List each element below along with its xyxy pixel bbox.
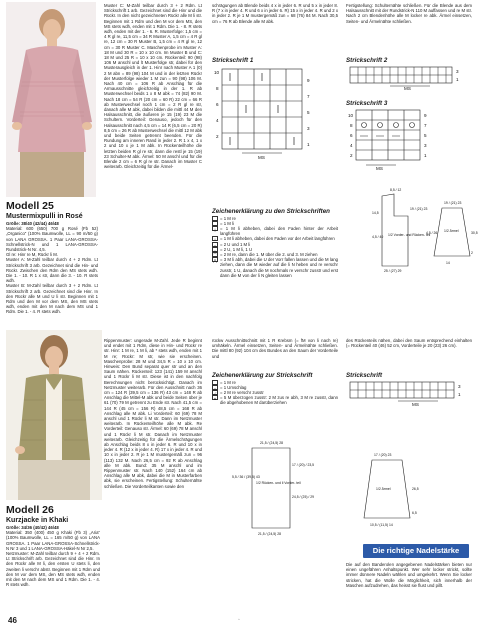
model-25-subtitle: Mustermixpulli in Rosé: [6, 213, 83, 220]
s3-row-9: 9: [424, 112, 427, 118]
strickschrift-2-title: Strickschrift 2: [346, 57, 388, 64]
s3-row-6: 6: [350, 132, 353, 138]
legend-1-item: ⌒ = 2 M re, dann die 1. M über die 2. und 3. M ziehen: [213, 251, 318, 258]
legend-1-item: ǀ = 1 M li abheben, dabei den Faden vor der Arbeit langführen: [212, 236, 338, 241]
s1-row-2: 2: [216, 133, 219, 139]
purl-stitch-icon: –: [213, 221, 217, 227]
schem2-back-right2: 24,5 / (25) / 29: [292, 495, 315, 499]
model-26-title: Modell 26: [6, 504, 54, 516]
legend-1-item: | = 1 M li abheben, dabei den Faden hinter der Arbeit langführen: [212, 226, 338, 236]
model-26-pattern: Netzmuster: M-Zahl teilbar durch 9 + 4 + 2 Rdm. Lt Strickschrift arb. Gezeichnet sind die Hinr. In den Rückr alle M li, den ersten U stets li, den zweiten li verschr abstr. Beginnen mit 1 Rdm und den M vor dem MS, den MS stets wdh, enden mit den M nach dem MS und 1 Rdm. Die 1. - 4. R stets wdh.: [6, 551, 100, 588]
s1-row-4: 4: [216, 117, 219, 123]
instructions-col2-top: [104, 3, 202, 170]
model-25-stitch-gl: Gl re: Hinr re M, Rückr li M.: [6, 252, 59, 258]
strickschrift-3: [346, 100, 472, 180]
col4-top-text: Fertigstellung: Schulternähte schließen. Für die Blende aus dem Halsausschnitt mit der Rundstrick-N 110 M auffassen und re M str. Nach 2 cm Blendenhöhe alle M locker re abk. Ärmel einsetzen, Seiten- und Ärmelnähte schließen.: [346, 3, 472, 24]
strickschrift-model-26: [346, 372, 472, 412]
schem1-sleeve-left: 4,5 / 26: [426, 231, 438, 235]
instructions-col3-top: [212, 3, 338, 24]
legend-1-item: – = 1 M li: [213, 220, 234, 227]
schem1-w-mid: 14,5: [372, 211, 379, 215]
s1-row-3: 3: [307, 125, 310, 131]
cluster-stitch-icon: ⋀: [213, 258, 217, 264]
schem2-sleeve-top: 17 / (20) 23: [374, 453, 392, 457]
model-25-title: Modell 25: [6, 200, 54, 212]
s3-row-10: 10: [348, 112, 354, 118]
model-25-pattern-a: Muster A: M-Zahl teilbar durch 4 + 2 Rdm. Lt Strickschrift 3 arb. Gezeichnet sind die Hin- und Rückr. Zwischen den Rdm den MS stets wdh. Die 1. - 10. R 1 x str, dann die 3. - 10. R stets wdh.: [6, 257, 98, 284]
instructions-col2-bottom: [104, 338, 202, 489]
model-26-size: Größe: 34/36 (40/42) 46/48: [6, 525, 59, 530]
col3-bottom-text: rückw Ausschnittschnitt mit 1 R Krebsm (= fM von li nach re) umhäkeln. Ärmel einsetzen, Seiten- und Ärmelnähte schließen. Die mittl 80 (92) 104 cm des Bundes an den Saum der Vorderteile und: [212, 338, 338, 359]
s26-ms: MS: [412, 401, 419, 407]
strickschrift-1-title: Strickschrift 1: [212, 57, 254, 64]
s3-row-1: 1: [424, 152, 427, 158]
page-number: 46: [8, 616, 17, 625]
s1-ms: MS: [258, 154, 265, 160]
s3-row-8: 8: [350, 122, 353, 128]
s1-row-5: 5: [307, 109, 310, 115]
model-26-material: Material: 350 (400) 450 g Khaki (Fb 3) „Aria“ (100% Baumwolle, LL = 165 m/50 g) von LANA GROSSA. 1 Paar LANA-GROSSA-Schnellstrick-N Nr 3 und 1 LANA-GROSSA-Häkel-N Nr 2,5.: [6, 530, 100, 551]
s3-ms: MS: [376, 165, 383, 171]
instructions-col4-bottom: [346, 338, 472, 348]
schem2-back-left: 5,5 / 36 / (39,5) 43: [232, 475, 260, 479]
s2-row-3: 3: [456, 68, 459, 74]
yarnover-icon: ○: [213, 385, 217, 391]
s1-row-7: 7: [307, 93, 310, 99]
model-26-subtitle: Kurzjacke in Khaki: [6, 517, 69, 524]
schem1-sleeve-label: 1/2 Ärmel: [444, 229, 459, 233]
schem2-sleeve-bottom: 10,5 / (11,5) 14: [370, 523, 393, 527]
legend-1-item: = 1 M re: [212, 216, 338, 221]
s3-row-7: 7: [424, 122, 427, 128]
schem1-sleeve-2: 2: [471, 251, 473, 255]
model-25-material: Material: 600 (650) 700 g Rosé (Fb 52) „Organico“ (100% Baumwolle, LL = 90 m/50 g) von LANA GROSSA. 1 Paar LANA-GROSSA-Schnellstrick-N und 1 LANA-GROSSA-Rundstrick-N Nr. 4,5.: [6, 226, 98, 253]
schematic-model-26: [212, 438, 472, 538]
strickschrift-2: [346, 57, 472, 97]
schem1-w-bottom: 25 / (27) 29: [384, 269, 402, 273]
schem2-sleeve-right: 6,5: [412, 511, 417, 515]
legend-2-item: ▲ = 5 M überzogen zusstr: 2 M zus re abh, 3 M re zusstr, dann die abgehobenen M darüberziehen: [213, 395, 338, 406]
legend-2-item: ○ = 1 Umschlag: [213, 384, 247, 391]
strickschrift-1: [212, 57, 332, 202]
schem1-w-top: 8,5 / 12: [390, 188, 402, 192]
decrease-5-icon: ▲: [213, 396, 217, 402]
tip-text: Die auf den Banderolen angegebenen Nadelstärken bieten nur einen ungefähren Anhaltspunkt. Wer sehr locker strickt, sollte immer dünnere Nadeln wählen und umgekehrt. Wenn Sie locker stricken, hat die Wolle die Möglichkeit, sich innerhalb der Maschen aufzudrehen, das heisst sie flust und pillt.: [346, 562, 472, 588]
legend-1-title: Zeichenerklärung zu den Strickschriften: [212, 208, 330, 215]
double-yarnover-icon: ○: [213, 242, 217, 248]
model-25-pattern-b: Muster B: M-Zahl teilbar durch 3 + 2 Rdm. Lt Strickschrift 2 arb. Gezeichnet sind die Hinr. In den Rückr alle M und U li str. Beginnen mit 1 Rdm und den M vor dem MS, den MS stets wdh, enden mit den M nach dem MS und 1 Rdm. Die 1. - 4. R stets wdh.: [6, 283, 98, 315]
s3-row-4: 4: [350, 142, 353, 148]
schem2-back-bottom: 21,5 / (24,5) 28: [258, 532, 281, 536]
s3-row-5: 5: [424, 132, 427, 138]
legend-2-item: ⟋ = 2 M re verschr zusstr: [213, 389, 264, 396]
k2tog-tbl-icon: ⟋: [213, 390, 217, 396]
col2-bottom-text: Rippenmuster: ungerade M-Zahl. Jede R beginnt und endet mit 1 Rdm, diese in Hin- und Rückr re str. Hinr: 1 M re, 1 M li, ab * stets wdh, enden mit 1 M re; Rückr: M str, wie sie erscheinen. Maschenprobe: 28 M und 34,5 R = 10 x 10 cm. Hinweis: Den Bund separat quer str und an den Saum nähen. Rückenteil: 123 (141) 159 M anschl und 1 Rückr li M str. Diese ist in den nachfolg Berechnungen nicht berücksichtigt. Danach im Netzmuster weiterarb. Für den Ausschnitt nach 36 cm = 124 R (39,5 cm = 136 R) 43 cm = 148 R ab Anschlag die Mittel-M abk und beide Seiten über je 61 (70) 79 M getrennt zu Ende str. Nach 41,5 cm = 144 R (45 cm = 156 R) 48,5 cm = 168 R ab Anschlag alle M abk. Li Vorderteil: 60 (69) 78 M anschl und 1 Rückr li M str. Dann im Netzmuster weiterarb. In Rückenteilhöhe alle M abk. Re Vorderteil: Genauso str. Ärmel: 60 (69) 78 M anschl und 1 Rückr li M str. Danach im Netzmuster weiterarb. Gleichzeitig für die Ärmelschrägungen ab Anschlag beids 8 x in jeder 6. R und 10 x in jeder 4. R (12 x in jeder 4. R) 17 x in jeder 4. R und 10 x in jeder 2. R je 1 M mustergemäß zun = 96 (113) 132 M. Nach 26,5 cm = 92 R ab Anschlag alle M abk. Bund: 35 M anschl und im Rippenmuster str. Nach 140 (152) 164 cm ab Anschlag alle M abk, dabei die M in Musterfarben abk, sie erscheinen. Fertigstellung: Schulternähte schließen. Die Vorderteilkanten sowie den: [104, 338, 202, 489]
strickschrift-3-title: Strickschrift 3: [346, 100, 388, 107]
schem2-back-label: 1/2 Rücken- und li Vorder- teil: [256, 481, 301, 485]
pass-over-icon: ⌒: [213, 252, 217, 258]
model-26-intro: [6, 504, 100, 587]
page-center-mark: ◦: [238, 617, 240, 623]
schem1-len2: 4,5 / 40: [372, 235, 384, 239]
col3-top-text: schrägungen ab Blende beids 4 x in jeder 6. R und 5 x in jeder 8. R (7 x in jeder 4. R und 6 x in jeder 6. R) 15 x in jeder 4. R und 2 x in jeder 2. R je 1 M mustergemäß zun = 68 (76) 84 M. Nach 30,5 cm = 76 R ab Blende alle M abk.: [212, 3, 338, 24]
col4-bottom-text: des Rückenteils nähen, dabei den Saum entsprechend einhalten (= Rückenteil 40 (46) 52 cm, Vorderteile je 20 (23) 26 cm).: [346, 338, 472, 349]
schem2-sleeve-label: 1/2 Ärmel: [376, 487, 391, 491]
model-25-intro: [6, 200, 98, 315]
legend-1-item: ⋀ = 3 M li abh, dabei die U der Vorr fallen lassen und die M lang ziehen, dann die M wieder auf die li N heben und re verschr zusstr, 1 U, danach die M nochmals re verschr zusstr und erst dann die M von der li N gleiten lassen: [213, 257, 338, 278]
schem1-sleeve-len: 30,5: [471, 231, 478, 235]
s1-row-1: 1: [307, 141, 310, 147]
schem2-back-top: 21,5 / (24,5) 28: [260, 441, 283, 445]
schem1-label: 1/2 Vorder- und Rücken- teil: [388, 233, 431, 237]
instructions-col4-top: [346, 3, 472, 24]
instructions-col3-bottom: [212, 338, 338, 359]
s1-row-10: 10: [214, 69, 220, 75]
schem2-back-right: 17 / (20) / 23,5: [292, 463, 315, 467]
s3-row-2: 2: [350, 152, 353, 158]
legend-1-item: ○ = 2 U und 1 M li: [213, 241, 251, 248]
tip-banner-text: [346, 562, 472, 588]
legend-2: [212, 372, 338, 406]
legend-2-title: Zeichenerklärung zur Strickschrift: [212, 372, 313, 379]
col2-top-text: Muster C: M-Zahl teilbar durch 3 + 2 Rdm. Lt Strickschrift 1 arb. Gezeichnet sind die Hinr und die Rückr. In den nicht gezeichneten Rückr alle M li str. Beginnen mit 1 Rdm und den M vor dem MS, den MS stets wdh, enden mit 1 Rdm. Die 1. - 8. R stets wdh, enden mit der 1. - 6. R. Musterfolge: 1,5 cm = 4 R gl re, 11,5 cm = 34 R Muster A, 1,5 cm = 4 R gl re, 12 cm = 30 R Muster B, 1,5 cm = 4 R gl re, 12 cm = 30 R Muster C. Maschenprobe im Muster A: 18 M und 30 R = 10 x 10 cm. Im Muster B und C: 18 M und 25 R = 10 x 10 cm. Rückenteil: 90 (98) 106 M anschl und lt Musterfolge str, dabei für den Musterausgleich in der 1. Hinr nach Muster A 1 (0) 2 M abn = 89 (98) 104 M und in der letzten Rückr der Musterfolge wieder 1 M zun = 90 (98) 106 M. Nach 40 cm = 106 R ab Anschlag für die Armausschnitte gleichzeitig in der 1. R ab Musterwechsel beids 1 x 8 M abk = 74 (82) 90 M. Nach 18 cm = 54 R (20 cm = 60 R) 22 cm = 66 R ab Musterwechsel noch 1 cm = 2 R gl re str, danach alle M abk, dabei bilden die mittl 44 M den Halsausschnitt, die äußeren je 15 (19) 23 M die Schultern. Vorderteil: Genauso, jedoch für den Halsausschnitt nach 4,5 cm = 14 R (6,5 cm = 20 R) 8,5 cm = 26 R ab Musterwechsel die mittl 12 M abk und beide Seiten getrennt beenden. Für die Rundung am inneren Rand in jeder 2. R 1 x 4, 1 x 2 und 10 x je 1 M abk. In Rückenteilhöhe die letzten beiden R gl re str, dann die restl je 15 (19) 23 Schulter-M abk. Ärmel: 50 M anschl und für die Blende 2 cm = 6 R gl re str. Danach im Muster C weiterarb. Gleichzeitig für die Ärmel-: [104, 3, 202, 170]
s2-row-1: 1: [456, 76, 459, 82]
schem1-sleeve-top: 19 / (21) 23: [444, 201, 462, 205]
yarnover-purl-icon: ◦: [212, 247, 218, 252]
legend-1: [212, 208, 338, 278]
s1-row-6: 6: [216, 101, 219, 107]
s2-ms: MS: [404, 85, 411, 91]
s26-row-1: 1: [458, 391, 461, 397]
model-25-size: Größe: 38/40 (42/44) 46/48: [6, 221, 59, 226]
s3-row-3: 3: [424, 142, 427, 148]
legend-2-item: = 1 M re: [212, 380, 338, 385]
s1-row-9: 9: [307, 77, 310, 83]
schematic-model-25: [372, 186, 478, 276]
s1-row-8: 8: [216, 85, 219, 91]
legend-1-item: ◦ = 2 U, 1 M li, 1 U: [212, 247, 338, 252]
schem1-len1: 19 / (21) 23: [410, 207, 428, 211]
strickschrift-26-title: Strickschrift: [346, 372, 383, 379]
model-25-photo: [6, 2, 96, 197]
model-26-photo: [6, 330, 102, 500]
slip-back-icon: |: [212, 226, 218, 231]
s26-row-3: 3: [458, 383, 461, 389]
schem2-sleeve-len: 26,5: [412, 487, 419, 491]
tip-banner-title: Die richtige Nadelstärke: [363, 544, 469, 558]
slip-front-icon: ǀ: [212, 236, 218, 241]
schem1-sleeve-bottom: 14: [446, 261, 450, 265]
